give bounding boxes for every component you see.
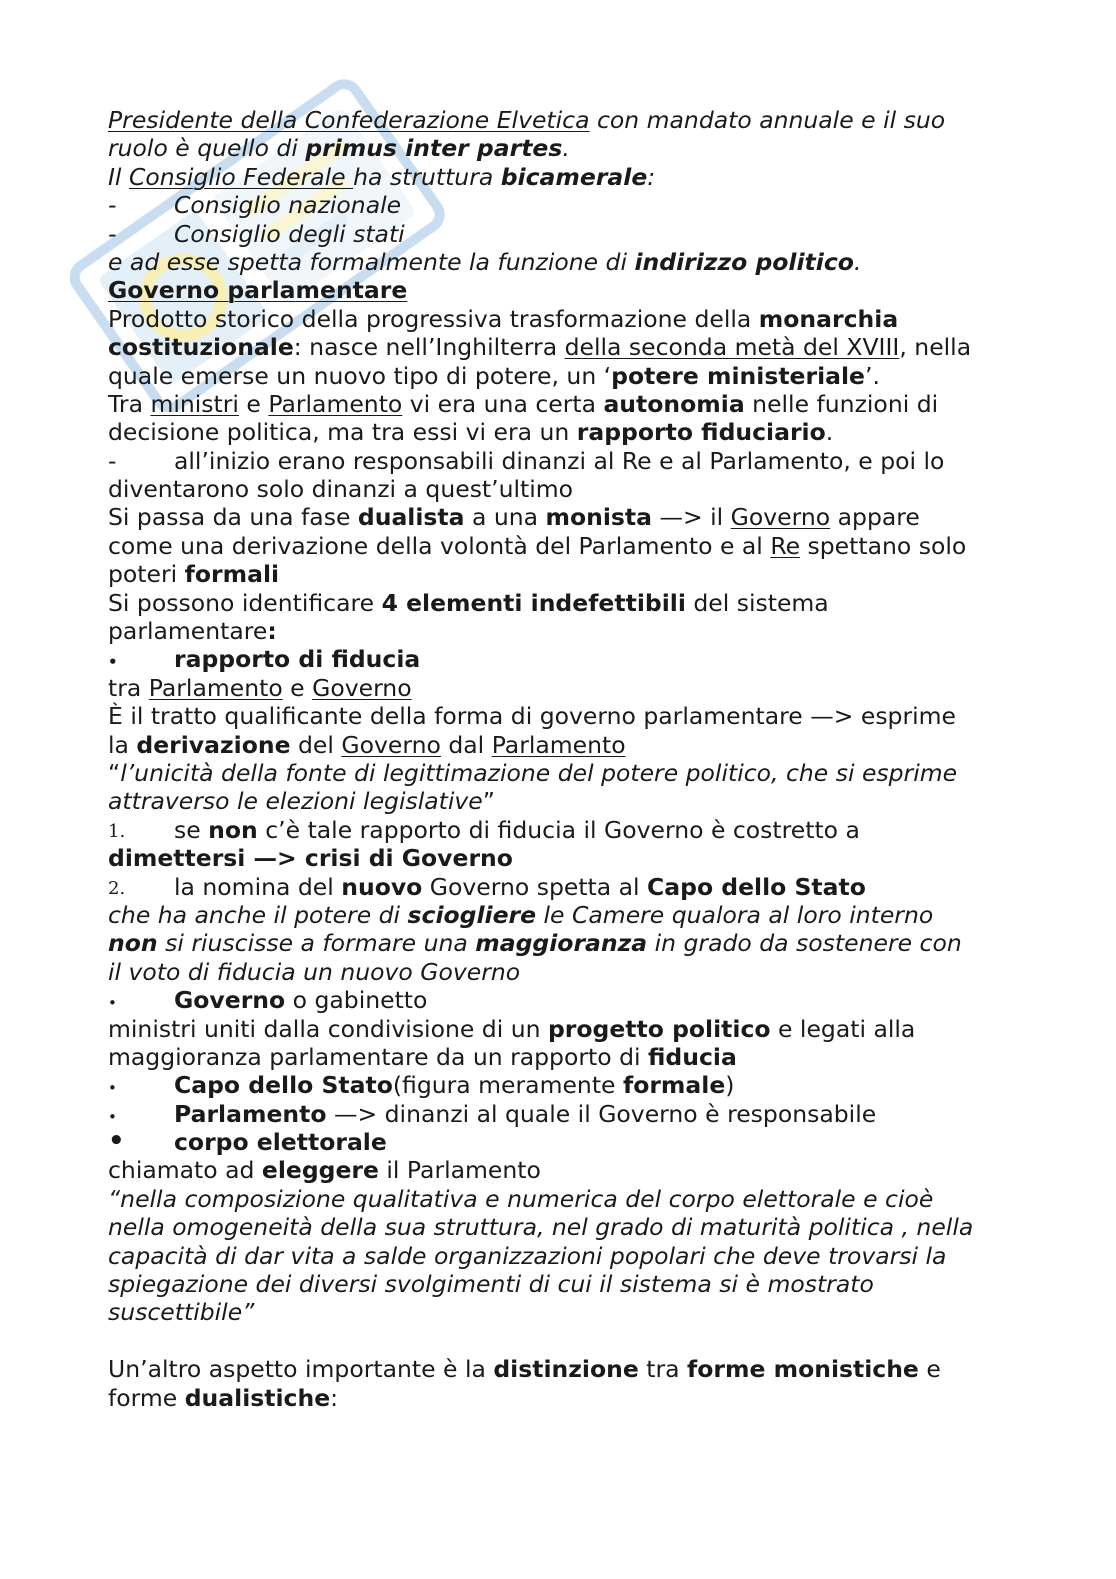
bullet-icon: •	[108, 1107, 117, 1126]
text-line: maggioranza parlamentare da un rapporto di fiducia	[108, 1042, 737, 1071]
quote-line: “nella composizione qualitativa e numerica del corpo elettorale e cioè	[108, 1184, 934, 1213]
quote-line: nella omogeneità della sua struttura, nel grado di maturità politica , nella	[108, 1213, 974, 1242]
text-line: decisione politica, ma tra essi vi era un rapporto fiduciario.	[108, 418, 834, 447]
bullet-icon: •	[108, 1079, 117, 1098]
text-line: la derivazione del Governo dal Parlamento	[108, 730, 626, 759]
text-line: il voto di fiducia un nuovo Governo	[108, 957, 521, 986]
text-line: quale emerse un nuovo tipo di potere, un ‘potere ministeriale’.	[108, 361, 880, 390]
quote-line: capacità di dar vita a salde organizzazioni popolari che deve trovarsi la	[108, 1241, 947, 1270]
quote-line: spiegazione dei diversi svolgimenti di cui il sistema si è mostrato	[108, 1270, 874, 1299]
text-line: Si possono identificare 4 elementi indefettibili del sistema	[108, 588, 829, 617]
list-item: 1. se non c’è tale rapporto di fiducia il Governo è costretto a	[108, 816, 1028, 844]
text-line: forme dualistiche:	[108, 1383, 339, 1412]
list-item: • Governo o gabinetto	[108, 986, 1028, 1014]
list-item: • Capo dello Stato(figura meramente formale)	[108, 1071, 1028, 1099]
dash-icon: -	[108, 219, 117, 248]
list-item: • corpo elettorale	[108, 1126, 387, 1157]
text-line: Il Consiglio Federale ha struttura bicamerale:	[108, 162, 656, 191]
text-line: che ha anche il potere di sciogliere le Camere qualora al loro interno	[108, 900, 934, 929]
text-line: ministri uniti dalla condivisione di un progetto politico e legati alla	[108, 1014, 916, 1043]
bullet-icon: •	[108, 653, 118, 672]
text-line: parlamentare:	[108, 617, 277, 646]
text-line: non si riuscisse a formare una maggioranza in grado da sostenere con	[108, 929, 962, 958]
text-line: tra Parlamento e Governo	[108, 673, 412, 702]
paragraph-gap	[108, 1327, 1028, 1355]
text-line: Tra ministri e Parlamento vi era una certa autonomia nelle funzioni di	[108, 389, 939, 418]
text-line: Un’altro aspetto importante è la distinzione tra forme monistiche e	[108, 1355, 941, 1384]
bullet-icon: •	[108, 1126, 125, 1157]
text-line: ruolo è quello di primus inter partes.	[108, 134, 570, 163]
list-item: • Parlamento —> dinanzi al quale il Governo è responsabile	[108, 1100, 1028, 1128]
text-line: Prodotto storico della progressiva trasformazione della monarchia	[108, 304, 899, 333]
dash-icon: -	[108, 191, 117, 220]
bullet-icon: •	[108, 994, 117, 1013]
text-line: costituzionale: nasce nell’Inghilterra della seconda metà del XVIII, nella	[108, 333, 972, 362]
text-line: È il tratto qualificante della forma di governo parlamentare —> esprime	[108, 702, 957, 731]
section-heading: Governo parlamentare	[108, 276, 408, 305]
list-number: 2.	[108, 877, 126, 899]
list-number: 1.	[108, 820, 126, 842]
quote-line: suscettibile”	[108, 1298, 255, 1327]
list-item: - Consiglio nazionale	[108, 191, 402, 220]
text-line: “l’unicità della fonte di legittimazione del potere politico, che si esprime	[108, 758, 958, 787]
text-line: Presidente della Confederazione Elvetica con mandato annuale e il suo	[108, 106, 946, 134]
text-line: dimettersi —> crisi di Governo	[108, 844, 513, 873]
text-line: Si passa da una fase dualista a una monista —> il Governo appare	[108, 503, 920, 532]
text-line: e ad esse spetta formalmente la funzione di indirizzo politico.	[108, 247, 862, 276]
document-body	[108, 106, 1028, 1412]
text-line: poteri formali	[108, 560, 280, 589]
text-line: diventarono solo dinanzi a quest’ultimo	[108, 475, 574, 504]
list-item: - Consiglio degli stati	[108, 219, 405, 248]
list-item: - all’inizio erano responsabili dinanzi al Re e al Parlamento, e poi lo	[108, 446, 945, 475]
list-item: • rapporto di fiducia	[108, 645, 1028, 673]
dash-icon: -	[108, 446, 117, 475]
text-line: attraverso le elezioni legislative”	[108, 787, 495, 816]
text-line: chiamato ad eleggere il Parlamento	[108, 1156, 541, 1185]
text-line: come una derivazione della volontà del Parlamento e al Re spettano solo	[108, 531, 967, 560]
list-item: 2. la nomina del nuovo Governo spetta al Capo dello Stato	[108, 873, 1028, 901]
